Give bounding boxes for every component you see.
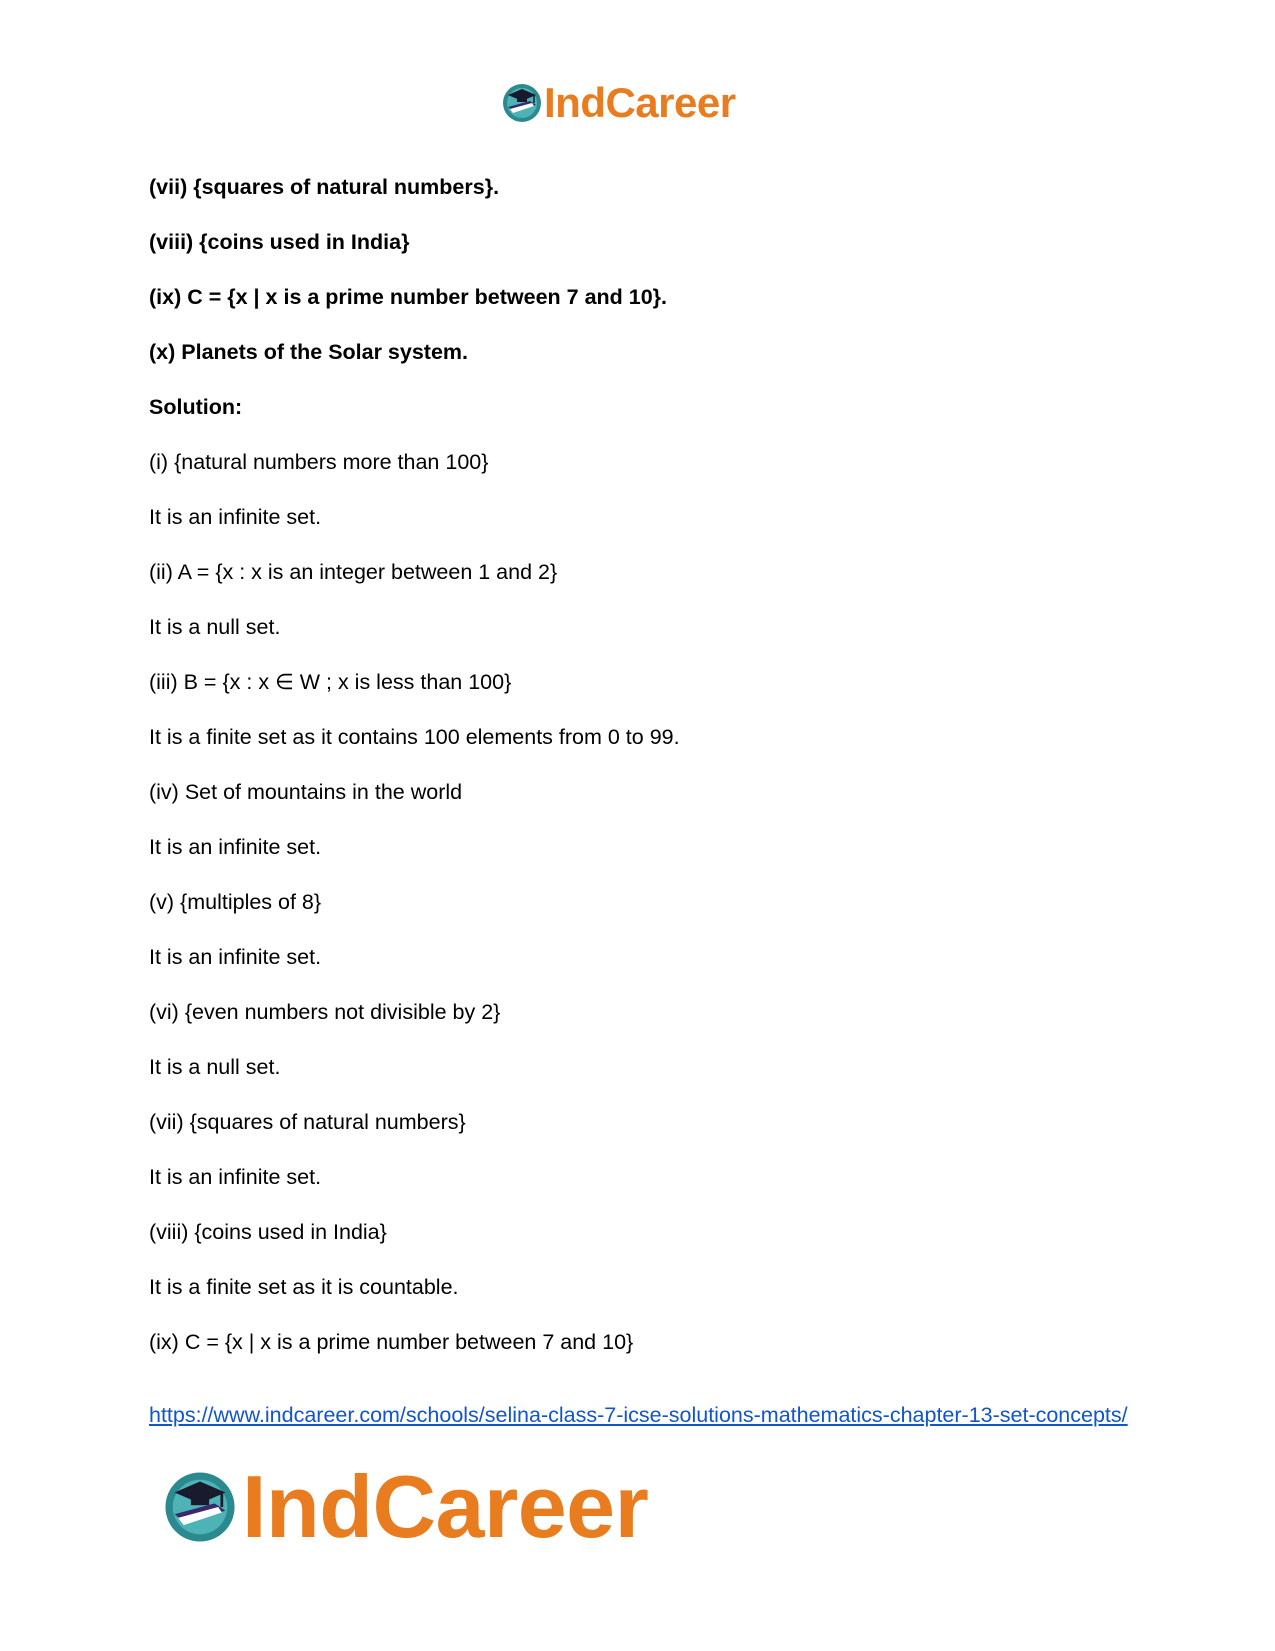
graduation-cap-book-icon <box>160 1467 240 1547</box>
question-viii: (viii) {coins used in India} <box>149 230 410 254</box>
solution-line: (v) {multiples of 8} <box>149 890 322 914</box>
question-vii: (vii) {squares of natural numbers}. <box>149 175 500 199</box>
graduation-cap-book-icon <box>500 81 544 125</box>
header-logo <box>500 80 736 126</box>
solution-line: It is a finite set as it contains 100 elements from 0 to 99. <box>149 725 680 749</box>
question-ix: (ix) C = {x | x is a prime number between 7 and 10}. <box>149 285 668 309</box>
solution-line: (ii) A = {x : x is an integer between 1 and 2} <box>149 560 558 584</box>
document-body <box>149 174 1129 1384</box>
source-link[interactable]: https://www.indcareer.com/schools/selina-class-7-icse-solutions-mathematics-chapter-13-set-concepts/ <box>149 1403 1128 1427</box>
solution-line: (vi) {even numbers not divisible by 2} <box>149 1000 501 1024</box>
logo-wordmark: IndCareer <box>242 1457 649 1556</box>
question-x: (x) Planets of the Solar system. <box>149 340 469 364</box>
logo-wordmark: IndCareer <box>544 79 736 126</box>
solution-line: (iii) B = {x : x ∈ W ; x is less than 100} <box>149 670 512 694</box>
solution-line: It is a finite set as it is countable. <box>149 1275 459 1299</box>
footer-logo <box>160 1457 649 1556</box>
solution-line: It is an infinite set. <box>149 1165 322 1189</box>
solution-line: It is a null set. <box>149 615 281 639</box>
solution-line: (viii) {coins used in India} <box>149 1220 387 1244</box>
solution-line: (iv) Set of mountains in the world <box>149 780 463 804</box>
solution-line: It is an infinite set. <box>149 505 322 529</box>
solution-heading: Solution: <box>149 395 243 419</box>
solution-line: (ix) C = {x | x is a prime number between 7 and 10} <box>149 1330 634 1354</box>
solution-line: (vii) {squares of natural numbers} <box>149 1110 466 1134</box>
solution-line: It is an infinite set. <box>149 945 322 969</box>
solution-line: It is an infinite set. <box>149 835 322 859</box>
solution-line: (i) {natural numbers more than 100} <box>149 450 489 474</box>
solution-line: It is a null set. <box>149 1055 281 1079</box>
